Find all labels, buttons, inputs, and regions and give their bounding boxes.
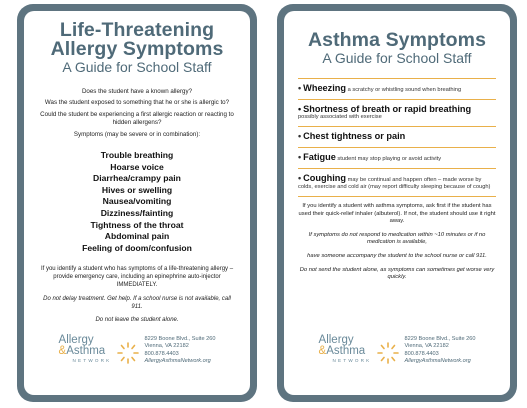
address-phone: 800.878.4403 <box>404 350 439 357</box>
allergy-note-delay: Do not delay treatment. Get help. If a school nurse is not available, call 911. <box>43 295 231 310</box>
logo-word-network: NETWORK <box>332 358 372 363</box>
logo-word-asthma: Asthma <box>326 345 366 357</box>
bullet-icon: • <box>298 152 302 162</box>
address-street: 8229 Boone Blvd., Suite 260 <box>404 336 476 342</box>
asthma-symptom-shortness <box>298 100 496 126</box>
bullet-icon: • <box>298 83 302 93</box>
divider <box>298 196 496 197</box>
asthma-card-body <box>284 11 510 395</box>
question-exposed: Was the student exposed to something that he or she is allergic to? <box>44 99 230 107</box>
asthma-note-respond: If symptoms do not respond to medication within ~10 minutes or if no medication is available, <box>308 231 486 246</box>
address-phone: 800.878.4403 <box>144 350 179 357</box>
asthma-note-alone: Do not send the student alone, as symptoms can sometimes get worse very quickly. <box>299 266 495 281</box>
logo-ampersand: & <box>58 345 67 357</box>
allergy-note-leave: Do not leave the student alone. <box>95 317 179 324</box>
symptom-head: Coughing <box>303 173 347 183</box>
allergy-card-header <box>24 11 250 75</box>
network-logo <box>319 335 397 373</box>
list-item: Trouble breathing <box>100 150 174 161</box>
list-item: Feeling of doom/confusion <box>82 242 192 253</box>
allergy-title-line1: Life-Threatening <box>59 19 215 41</box>
allergy-card-footer <box>24 335 250 373</box>
address-website[interactable]: AllergyAsthmaNetwork.org <box>144 357 211 364</box>
asthma-symptom-coughing <box>298 169 496 196</box>
logo-ampersand: & <box>318 345 327 357</box>
logo-word-asthma: Asthma <box>66 345 106 357</box>
asthma-title: Asthma Symptoms <box>307 29 487 51</box>
symptom-head: Chest tightness or pain <box>303 131 406 141</box>
question-known-allergy: Does the student have a known allergy? <box>81 88 193 95</box>
sunburst-icon <box>377 342 399 364</box>
network-address <box>145 335 216 365</box>
logo-word-network: NETWORK <box>72 358 112 363</box>
symptom-desc: a scratchy or whistling sound when breathing <box>347 87 462 93</box>
asthma-inhaler-info: If you identify a student with asthma symptoms, ask first if the student has used their quick-relief inhaler (albuterol). If not, the student should use it right away. <box>298 203 496 225</box>
asthma-symptom-fatigue <box>298 148 496 168</box>
sunburst-icon <box>117 342 139 364</box>
list-item: Dizziness/fainting <box>100 208 174 218</box>
address-city: Vienna, VA 22182 <box>404 343 449 350</box>
asthma-subtitle: A Guide for School Staff <box>322 50 472 66</box>
allergy-card <box>17 4 257 402</box>
asthma-note-accompany: have someone accompany the student to the school nurse or call 911. <box>307 252 487 259</box>
bullet-icon: • <box>298 173 302 183</box>
list-item: Nausea/vomiting <box>102 196 172 207</box>
symptom-desc: student may stop playing or avoid activity <box>337 156 442 162</box>
allergy-questions <box>36 88 238 139</box>
symptom-desc: may be continual and happen often – made worse by colds, exercise and cold air (may report difficulty sleeping because of cough) <box>298 177 491 190</box>
logo-word-allergy: Allergy <box>58 334 94 346</box>
asthma-card <box>277 4 517 402</box>
symptom-desc: possibly associated with exercise <box>298 114 382 120</box>
list-item: Diarrhea/crampy pain <box>93 173 181 184</box>
bullet-icon: • <box>298 131 302 141</box>
list-item: Hoarse voice <box>110 161 164 172</box>
symptom-head: Fatigue <box>303 152 336 162</box>
list-item: Abdominal pain <box>104 231 170 242</box>
network-logo <box>59 335 137 373</box>
address-street: 8229 Boone Blvd., Suite 260 <box>144 336 216 342</box>
network-address <box>405 335 476 365</box>
allergy-emergency-info: If you identify a student who has symptoms of a life-threatening allergy – provide emergency care, including an epinephrine auto-injector IMMEDIATELY. <box>40 266 234 288</box>
allergy-card-body <box>24 11 250 395</box>
asthma-symptom-chest <box>298 127 496 147</box>
logo-word-allergy: Allergy <box>318 334 354 346</box>
allergy-symptom-list <box>24 150 250 254</box>
question-first-reaction: Could the student be experiencing a first allergic reaction or reacting to hidden allergens? <box>40 110 234 127</box>
allergy-subtitle: A Guide for School Staff <box>62 59 212 75</box>
address-city: Vienna, VA 22182 <box>144 343 189 350</box>
symptoms-intro: Symptoms (may be severe or in combination): <box>73 130 201 138</box>
bullet-icon: • <box>298 104 302 114</box>
symptom-head: Shortness of breath or rapid breathing <box>303 104 472 114</box>
list-item: Tightness of the throat <box>90 219 184 230</box>
asthma-card-header <box>284 11 510 66</box>
asthma-symptom-wheezing <box>298 79 496 99</box>
address-website[interactable]: AllergyAsthmaNetwork.org <box>404 357 471 364</box>
list-item: Hives or swelling <box>101 184 173 195</box>
symptom-head: Wheezing <box>303 83 347 93</box>
asthma-card-footer <box>284 335 510 373</box>
allergy-title-line2: Allergy Symptoms <box>50 38 224 60</box>
